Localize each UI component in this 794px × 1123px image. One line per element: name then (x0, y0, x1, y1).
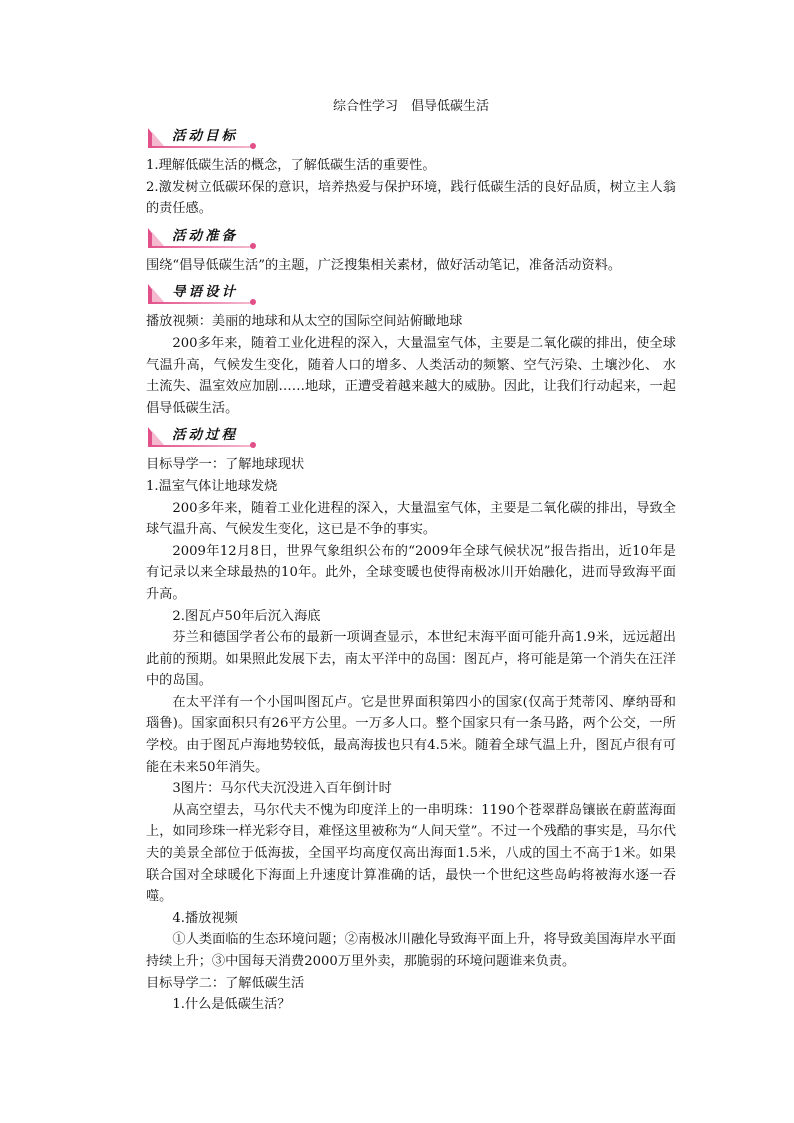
section-label-prep: 活动准备 (172, 227, 238, 244)
item2-paragraph-2: 在太平洋有一个小国叫图瓦卢。它是世界面积第四小的国家(仅高于梵蒂冈、摩纳哥和瑙鲁)。国家面积只有26平方公里。一万多人口。整个国家只有一条马路，两个公交，一所学校。由于图瓦卢海地势较低，最高海拔也只有4.5米。随着全球气温上升，图瓦卢很有可能在未来50年消失。 (146, 694, 676, 775)
goal-line-2: 2.激发树立低碳环保的意识，培养热爱与保护环境，践行低碳生活的良好品质，树立主人翁的责任感。 (146, 179, 676, 217)
item2-paragraph-1: 芬兰和德国学者公布的最新一项调查显示，本世纪末海平面可能升高1.9米，远远超出此前的预期。如果照此发展下去，南太平洋中的岛国：图瓦卢，将可能是第一个消失在汪洋中的岛国。 (146, 630, 676, 689)
banner-underline (148, 445, 252, 447)
banner-underline (148, 146, 252, 148)
intro-line-1: 播放视频：美丽的地球和从太空的国际空间站俯瞰地球 (146, 314, 463, 330)
banner-triangle-icon (146, 126, 168, 148)
goal1-heading (146, 454, 676, 476)
banner-underline (148, 246, 252, 248)
item3-paragraph-1: 从高空望去，马尔代夫不愧为印度洋上的一串明珠：1190个苍翠群岛镶嵌在蔚蓝海面上，如同珍珠一样光彩夺目，难怪这里被称为“人间天堂”。不过一个残酷的事实是，马尔代夫的美景全部位于低海拔，全国平均高度仅高出海面1.5米，八成的国土不高于1米。如果联合国对全球暖化下海面上升速度计算准确的话，最快一个世纪这些岛屿将被海水逐一吞噬。 (146, 802, 676, 905)
page-title: 综合性学习 倡导低碳生活 (332, 99, 489, 114)
goal1-prefix: 目标导学一： (146, 457, 226, 473)
section-banner-goals (146, 124, 676, 151)
banner-dot (250, 299, 256, 305)
banner-dot (250, 243, 256, 249)
goal2-title: 了解低碳生活 (225, 975, 305, 991)
banner-underline (148, 302, 252, 304)
item1-paragraph-1: 200多年来，随着工业化进程的深入，大量温室气体，主要是二氧化碳的排出，导致全球气温升高、气候发生变化，这已是不争的事实。 (146, 500, 676, 538)
item4-title: 4.播放视频 (172, 910, 238, 926)
item2-title: 2.图瓦卢50年后沉入海底 (172, 608, 321, 624)
document-body (146, 96, 676, 1016)
goal1-title: 了解地球现状 (225, 457, 305, 473)
section-banner-process (146, 423, 676, 450)
banner-dot (250, 442, 256, 448)
section-banner-prep (146, 224, 676, 251)
banner-triangle-icon (146, 425, 168, 447)
section-label-process: 活动过程 (172, 427, 238, 444)
section-label-intro: 导语设计 (172, 284, 238, 301)
item1-title: 1.温室气体让地球发烧 (146, 478, 278, 494)
goal2-prefix: 目标导学二： (146, 975, 226, 991)
section-label-goals: 活动目标 (172, 128, 238, 144)
item3-title: 3图片：马尔代夫沉没进入百年倒计时 (172, 781, 392, 797)
item4-paragraph-1: ①人类面临的生态环境问题；②南极冰川融化导致海平面上升，将导致美国海岸水平面持续上升；③中国每天消费2000万里外卖，那脆弱的环境问题谁来负责。 (146, 932, 676, 969)
goal-line-1: 1.理解低碳生活的概念，了解低碳生活的重要性。 (146, 158, 436, 173)
prep-line-1: 围绕“倡导低碳生活”的主题，广泛搜集相关素材，做好活动笔记，准备活动资料。 (146, 257, 622, 273)
banner-triangle-icon (146, 226, 168, 248)
item1-paragraph-2: 2009年12月8日，世界气象组织公布的“2009年全球气候状况”报告指出，近10年是有记录以来全球最热的10年。此外，全球变暖也使得南极冰川开始融化，进而导致海平面升高。 (146, 543, 676, 602)
goal2-heading (146, 973, 676, 995)
intro-paragraph: 200多年来，随着工业化进程的深入，大量温室气体，主要是二氧化碳的排出，使全球气温升高，气候发生变化，随着人口的增多、人类活动的频繁、空气污染、土壤沙化、 水土流失、温室效应加剧……地球，正遭受着越来越大的威胁。因此，让我们行动起来，一起倡导低碳生活。 (146, 335, 676, 416)
section-banner-intro (146, 280, 676, 307)
banner-triangle-icon (146, 282, 168, 304)
question-1: 1.什么是低碳生活？ (172, 997, 291, 1013)
banner-dot (250, 143, 256, 149)
